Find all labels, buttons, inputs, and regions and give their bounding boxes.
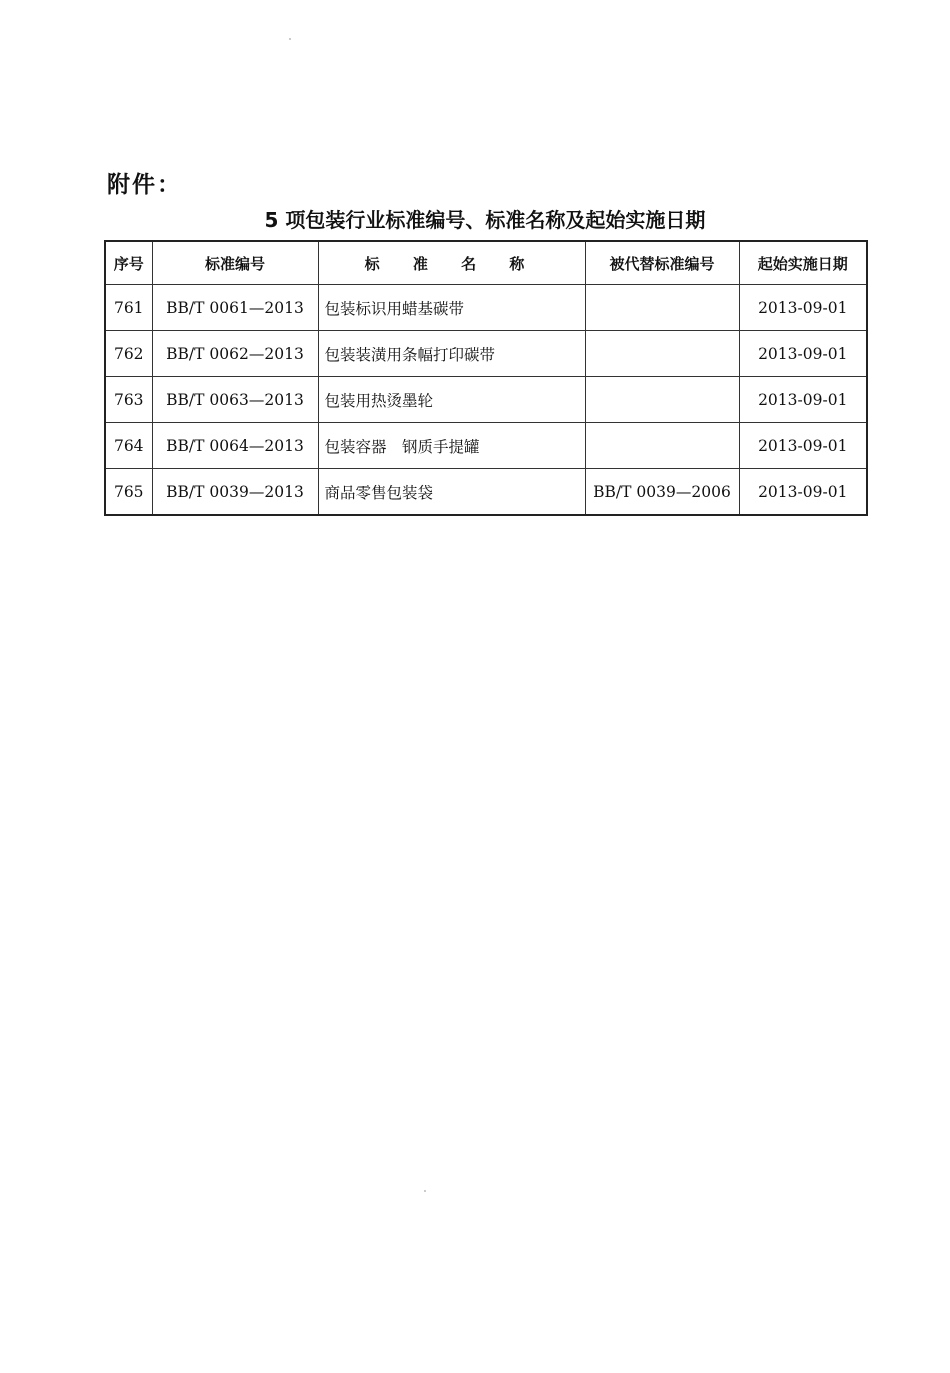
table-row: [105, 469, 867, 516]
header-seq: 序号: [105, 241, 152, 285]
cell-seq: 763: [105, 377, 152, 423]
cell-replaced: BB/T 0039—2006: [585, 469, 739, 516]
cell-seq: 765: [105, 469, 152, 516]
table-row: [105, 331, 867, 377]
table-row: [105, 377, 867, 423]
header-code: 标准编号: [152, 241, 318, 285]
cell-name: 包装用热烫墨轮: [318, 377, 585, 423]
cell-replaced: [585, 423, 739, 469]
table-row: [105, 285, 867, 331]
cell-name: 包装装潢用条幅打印碳带: [318, 331, 585, 377]
cell-name: 包装标识用蜡基碳带: [318, 285, 585, 331]
cell-replaced: [585, 331, 739, 377]
cell-seq: 762: [105, 331, 152, 377]
scan-speck: [289, 38, 291, 40]
cell-code: BB/T 0039—2013: [152, 469, 318, 516]
standards-table: [104, 240, 868, 516]
table-row: [105, 423, 867, 469]
cell-code: BB/T 0062—2013: [152, 331, 318, 377]
cell-name: 商品零售包装袋: [318, 469, 585, 516]
cell-code: BB/T 0061—2013: [152, 285, 318, 331]
document-title: 5 项包装行业标准编号、标准名称及起始实施日期: [264, 208, 706, 232]
cell-seq: 761: [105, 285, 152, 331]
cell-code: BB/T 0063—2013: [152, 377, 318, 423]
cell-replaced: [585, 377, 739, 423]
header-replaced: 被代替标准编号: [585, 241, 739, 285]
cell-date: 2013-09-01: [739, 331, 867, 377]
cell-name: 包装容器 钢质手提罐: [318, 423, 585, 469]
cell-code: BB/T 0064—2013: [152, 423, 318, 469]
cell-date: 2013-09-01: [739, 285, 867, 331]
cell-date: 2013-09-01: [739, 423, 867, 469]
cell-replaced: [585, 285, 739, 331]
table-header-row: [105, 241, 867, 285]
attachment-label: 附件：: [107, 172, 182, 198]
cell-date: 2013-09-01: [739, 469, 867, 516]
cell-seq: 764: [105, 423, 152, 469]
header-name: 标 准 名 称: [318, 241, 585, 285]
header-date: 起始实施日期: [739, 241, 867, 285]
scan-speck: [424, 1190, 426, 1192]
cell-date: 2013-09-01: [739, 377, 867, 423]
